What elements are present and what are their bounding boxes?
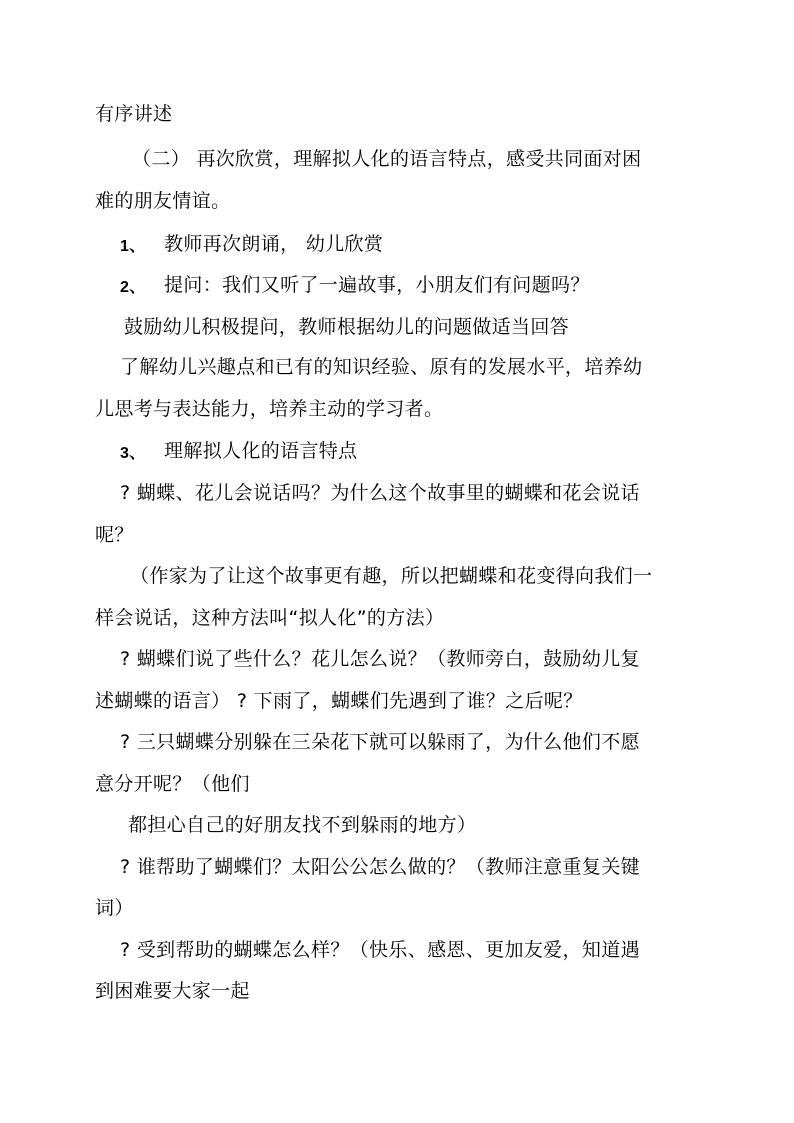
text-line-item-2: 提问：我们又听了一遍故事，小朋友们有问题吗？ xyxy=(164,274,590,296)
text-line-question-4: ? 谁帮助了蝴蝶们？太阳公公怎么做的？（教师注意重复关键 xyxy=(120,856,640,878)
text-line-question-2: ? 蝴蝶们说了些什么？花儿怎么说？（教师旁白，鼓励幼儿复 xyxy=(120,648,640,670)
list-number-2: 2、 xyxy=(120,279,146,296)
text-line-section-two-cont: 难的朋友情谊。 xyxy=(95,190,231,212)
list-number-3: 3、 xyxy=(120,445,146,462)
text-line-note-1-cont: 样会说话，这种方法叫“拟人化”的方法） xyxy=(95,607,445,629)
text-line-question-4-cont: 词） xyxy=(95,897,134,919)
text-line-question-5-cont: 到困难要大家一起 xyxy=(95,980,250,1002)
text-line-question-3: ? 三只蝴蝶分别躲在三朵花下就可以躲雨了，为什么他们不愿 xyxy=(120,731,640,753)
text-line-encourage: 鼓励幼儿积极提问，教师根据幼儿的问题做适当回答 xyxy=(124,316,570,338)
text-line-question-3-answer: 都担心自己的好朋友找不到躲雨的地方） xyxy=(128,814,477,836)
text-line-question-3-cont: 意分开呢？（他们 xyxy=(95,773,250,795)
text-line-question-5: ? 受到帮助的蝴蝶怎么样？（快乐、感恩、更加友爱，知道遇 xyxy=(120,939,640,961)
text-line-question-2-cont: 述蝴蝶的语言） ? 下雨了，蝴蝶们先遇到了谁？之后呢？ xyxy=(95,690,583,712)
text-line-note-1: （作家为了让这个故事更有趣，所以把蝴蝶和花变得向我们一 xyxy=(130,565,653,587)
text-line-item-1: 教师再次朗诵， 幼儿欣赏 xyxy=(164,233,384,255)
text-line-understand-cont: 儿思考与表达能力，培养主动的学习者。 xyxy=(95,398,444,420)
text-line-item-3: 理解拟人化的语言特点 xyxy=(164,440,358,462)
list-number-1: 1、 xyxy=(120,238,146,255)
text-line-question-1-cont: 呢？ xyxy=(95,524,134,546)
text-line-heading: 有序讲述 xyxy=(95,103,173,125)
text-line-understand: 了解幼儿兴趣点和已有的知识经验、原有的发展水平，培养幼 xyxy=(120,356,643,378)
text-line-section-two: （二） 再次欣赏，理解拟人化的语言特点，感受共同面对困 xyxy=(132,148,642,170)
text-line-question-1: ? 蝴蝶、花儿会说话吗？为什么这个故事里的蝴蝶和花会说话 xyxy=(120,482,640,504)
